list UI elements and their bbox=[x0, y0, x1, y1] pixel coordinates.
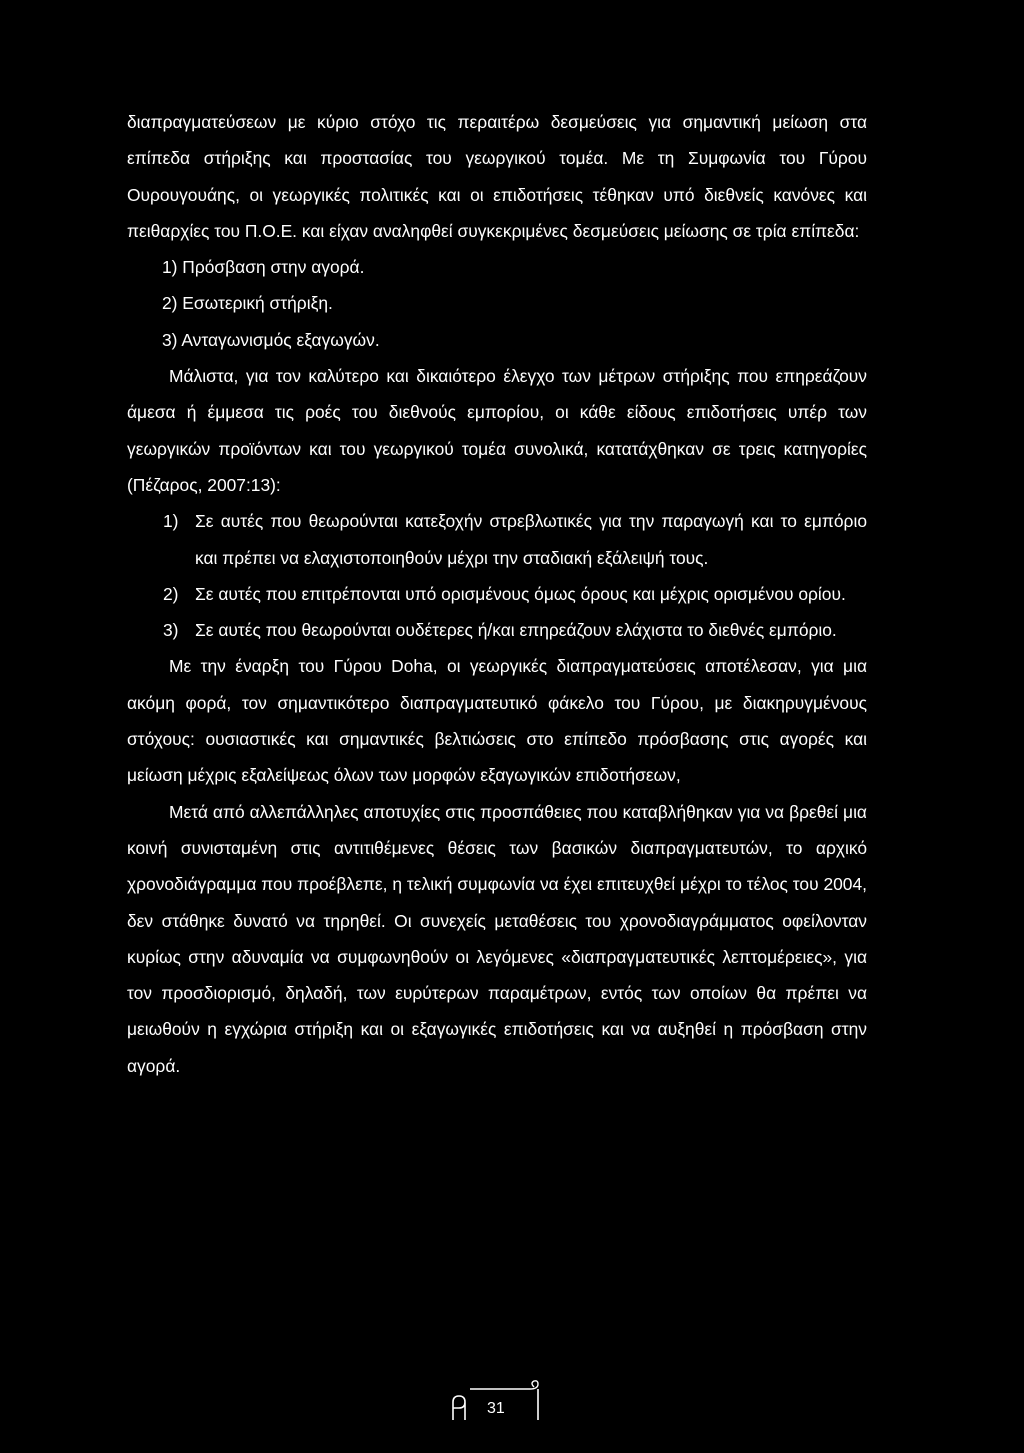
page-footer bbox=[450, 1380, 550, 1426]
list-number: 2) bbox=[163, 583, 179, 604]
list-item bbox=[127, 503, 867, 576]
list-item bbox=[127, 612, 867, 648]
document-page bbox=[127, 104, 867, 1084]
list-text: Σε αυτές που θεωρούνται κατεξοχήν στρεβλωτικές για την παραγωγή και το εμπόριο και πρέπει να ελαχιστοποιηθούν μέχρι την σταδιακή εξάλειψή τους. bbox=[195, 511, 867, 568]
list-item: 2) Εσωτερική στήριξη. bbox=[162, 293, 333, 314]
paragraph-1: διαπραγματεύσεων με κύριο στόχο τις περαιτέρω δεσμεύσεις για σημαντική μείωση στα επίπεδα στήριξης και προστασίας του γεωργικού τομέα. Με τη Συμφωνία του Γύρου Ουρουγουάης, οι γεωργικές πολιτικές και οι επιδοτήσεις τέθηκαν υπό διεθνείς κανόνες και πειθαρχίες του Π.Ο.Ε. και είχαν αναληφθεί συγκεκριμένες δεσμεύσεις μείωσης σε τρία επίπεδα: bbox=[127, 112, 867, 241]
list-number: 3) bbox=[163, 620, 179, 641]
list-text: Σε αυτές που επιτρέπονται υπό ορισμένους όμως όρους και μέχρις ορισμένου ορίου. bbox=[195, 583, 846, 604]
paragraph-2: Μάλιστα, για τον καλύτερο και δικαιότερο έλεγχο των μέτρων στήριξης που επηρεάζουν άμεσα ή έμμεσα τις ροές του διεθνούς εμπορίου, οι κάθε είδους επιδοτήσεις υπέρ των γεωργικών προϊόντων και του γεωργικού τομέα συνολικά, κατατάχθηκαν σε τρεις κατηγορίες (Πέζαρος, 2007:13): bbox=[127, 366, 867, 495]
list-number: 1) bbox=[163, 511, 179, 532]
page-number: 31 bbox=[487, 1400, 505, 1417]
paragraph-3: Με την έναρξη του Γύρου Doha, οι γεωργικές διαπραγματεύσεις αποτέλεσαν, για μια ακόμη φορά, τον σημαντικότερο διαπραγματευτικό φάκελο του Γύρου, με διακηρυγμένους στόχους: ουσιαστικές και σημαντικές βελτιώσεις στο επίπεδο πρόσβασης στις αγορές και μείωση μέχρις εξαλείψεως όλων των μορφών εξαγωγικών επιδοτήσεων, bbox=[127, 656, 867, 786]
list-item: 3) Ανταγωνισμός εξαγωγών. bbox=[162, 329, 380, 350]
paragraph-4: Μετά από αλλεπάλληλες αποτυχίες στις προσπάθειες που καταβλήθηκαν για να βρεθεί μια κοινή συνισταμένη στις αντιτιθέμενες θέσεις των βασικών διαπραγματευτών, το αρχικό χρονοδιάγραμμα που προέβλεπε, η τελική συμφωνία να έχει επιτευχθεί μέχρι το τέλος του 2004, δεν στάθηκε δυνατό να τηρηθεί. Οι συνεχείς μεταθέσεις του χρονοδιαγράμματος οφείλονταν κυρίως στην αδυναμία να συμφωνηθούν οι λεγόμενες «διαπραγματευτικές λεπτομέρειες», για τον προσδιορισμό, δηλαδή, των ευρύτερων παραμέτρων, εντός των οποίων θα πρέπει να μειωθούν η εγχώρια στήριξη και οι εξαγωγικές επιδοτήσεις και να αυξηθεί η πρόσβαση στην αγορά. bbox=[127, 801, 867, 1076]
list-text: Σε αυτές που θεωρούνται ουδέτερες ή/και επηρεάζουν ελάχιστα το διεθνές εμπόριο. bbox=[195, 620, 837, 641]
list-item: 1) Πρόσβαση στην αγορά. bbox=[162, 257, 365, 278]
list-item bbox=[127, 576, 867, 612]
